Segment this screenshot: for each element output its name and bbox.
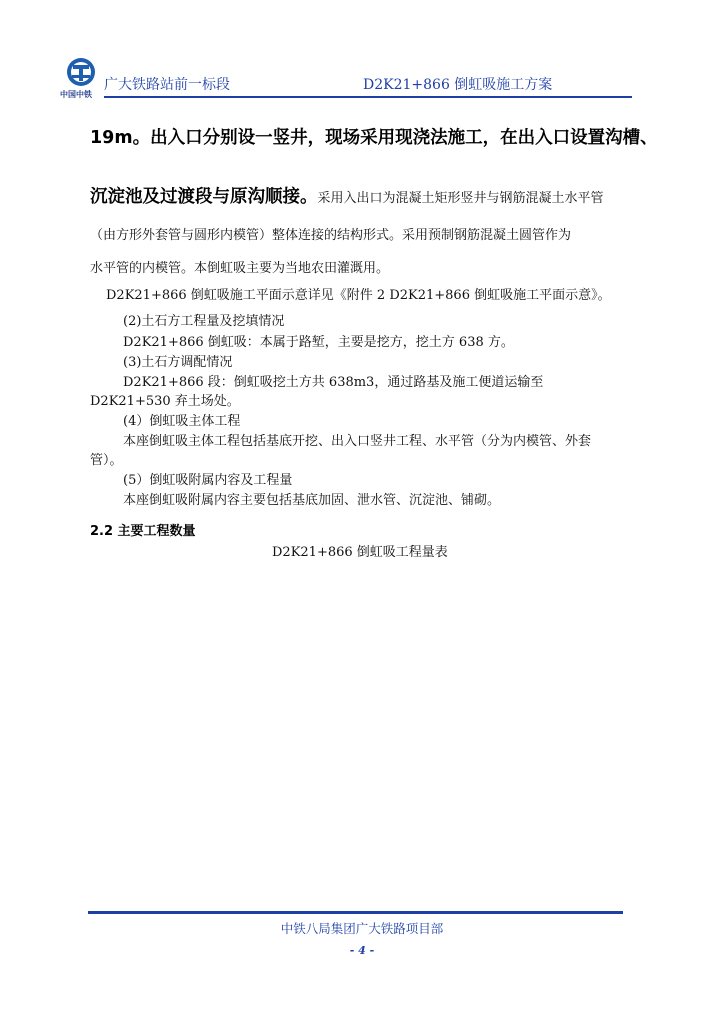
item-2-title: (2)土石方工程量及挖填情况 (123, 314, 285, 329)
item-5-title: (5）倒虹吸附属内容及工程量 (123, 473, 293, 488)
body-line-3: （由方形外套管与圆形内模管）整体连接的结构形式。采用预制钢筋混凝土圆管作为 (90, 228, 572, 243)
item-3-text-1: D2K21+866 段：倒虹吸挖土方共 638m3，通过路基及施工便道运输至 (123, 375, 544, 390)
item-2-text: D2K21+866 倒虹吸：本属于路堑，主要是挖方，挖土方 638 方。 (123, 335, 514, 350)
body-line-2-bold: 沉淀池及过渡段与原沟顺接。 (90, 187, 318, 207)
body-line-2 (90, 183, 604, 208)
item-4-text-1: 本座倒虹吸主体工程包括基底开挖、出入口竖井工程、水平管（分为内模管、外套 (123, 434, 592, 449)
footer-divider (88, 911, 623, 914)
table-caption: D2K21+866 倒虹吸工程量表 (272, 545, 448, 560)
section-heading: 2.2 主要工程数量 (90, 524, 196, 539)
item-3-title: (3)土石方调配情况 (123, 355, 233, 370)
body-line-1: 19m。出入口分别设一竖井，现场采用现浇法施工，在出入口设置沟槽、 (90, 128, 658, 148)
footer-organization: 中铁八局集团广大铁路项目部 (280, 921, 444, 936)
body-line-5: D2K21+866 倒虹吸施工平面示意详见《附件 2 D2K21+866 倒虹吸施工平面示意》。 (106, 288, 611, 303)
header-document-title: D2K21+866 倒虹吸施工方案 (363, 77, 553, 93)
header-divider (104, 96, 632, 98)
item-4-title: (4）倒虹吸主体工程 (123, 414, 241, 429)
page-number: - 4 - (349, 944, 375, 957)
body-line-2-rest: 采用入出口为混凝土矩形竖井与钢筋混凝土水平管 (317, 191, 604, 206)
logo-caption: 中国中铁 (60, 90, 92, 99)
body-line-4: 水平管的内模管。本倒虹吸主要为当地农田灌溉用。 (90, 261, 390, 276)
page-header (60, 56, 632, 102)
header-project-title: 广大铁路站前一标段 (104, 77, 230, 93)
item-5-text: 本座倒虹吸附属内容主要包括基底加固、泄水管、沉淀池、铺砌。 (123, 493, 501, 508)
item-3-text-2: D2K21+530 弃土场处。 (90, 394, 240, 409)
item-4-text-2: 管）。 (90, 453, 123, 468)
